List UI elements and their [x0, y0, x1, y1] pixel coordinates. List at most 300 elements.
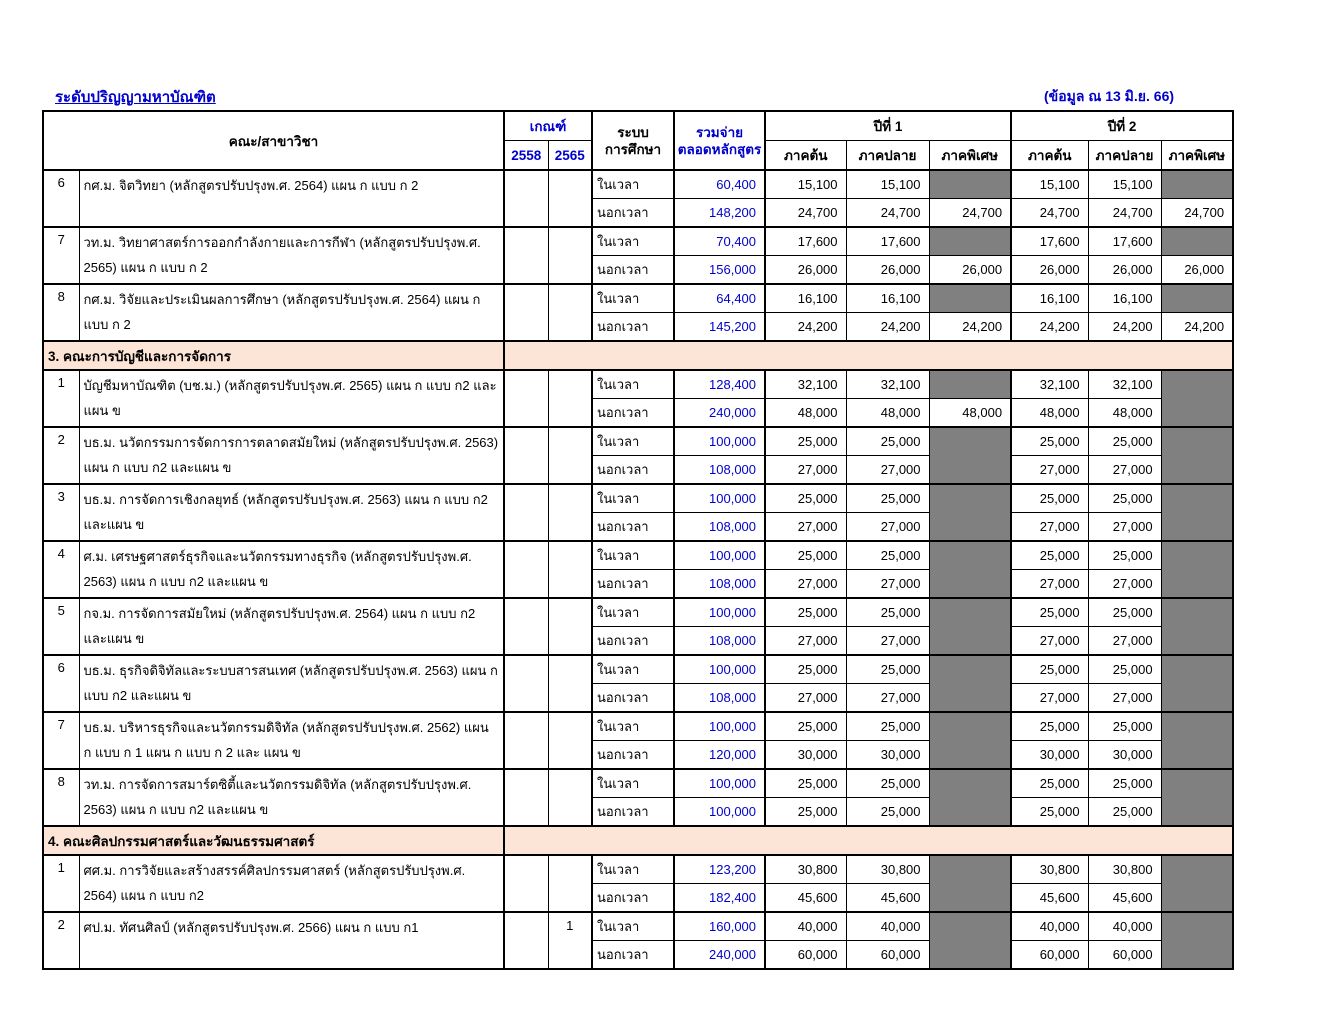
total-cost-cell: 108,000 [674, 627, 765, 656]
term-value-cell: 25,000 [1088, 484, 1161, 513]
header-criteria: เกณฑ์ [504, 111, 592, 141]
term-empty-cell [1161, 370, 1233, 399]
term-empty-cell [1161, 627, 1233, 656]
term-value-cell: 48,000 [1088, 399, 1161, 428]
term-value-cell: 48,000 [929, 399, 1011, 428]
total-cost-cell: 100,000 [674, 769, 765, 798]
total-cost-cell: 148,200 [674, 199, 765, 228]
term-value-cell: 25,000 [765, 769, 846, 798]
term-value-cell: 27,000 [1011, 513, 1088, 542]
program-name: กศ.ม. วิจัยและประเมินผลการศึกษา (หลักสูตรปรับปรุงพ.ศ. 2564) แผน ก แบบ ก 2 [79, 284, 504, 341]
total-cost-cell: 100,000 [674, 598, 765, 627]
header-y2-term2: ภาคปลาย [1088, 141, 1161, 171]
row-number: 4 [43, 541, 79, 598]
term-value-cell: 15,100 [765, 170, 846, 199]
program-name: ศศ.ม. การวิจัยและสร้างสรรค์ศิลปกรรมศาสตร์ (หลักสูตรปรับปรุงพ.ศ. 2564) แผน ก แบบ ก2 [79, 855, 504, 912]
row-number: 6 [43, 170, 79, 227]
page-title: ระดับปริญญามหาบัณฑิต [55, 89, 216, 106]
section-band-filler [504, 341, 1233, 370]
term-empty-cell [929, 598, 1011, 627]
term-value-cell: 25,000 [1088, 769, 1161, 798]
term-value-cell: 27,000 [765, 684, 846, 713]
total-cost-cell: 160,000 [674, 912, 765, 941]
term-empty-cell [929, 541, 1011, 570]
criteria-2558-cell [504, 712, 548, 769]
total-cost-cell: 100,000 [674, 484, 765, 513]
term-value-cell: 40,000 [1088, 912, 1161, 941]
term-value-cell: 24,700 [846, 199, 929, 228]
header-study-system [592, 111, 674, 170]
term-empty-cell [1161, 227, 1233, 256]
term-empty-cell [929, 513, 1011, 542]
program-name: ศป.ม. ทัศนศิลป์ (หลักสูตรปรับปรุงพ.ศ. 2566) แผน ก แบบ ก1 [79, 912, 504, 969]
term-value-cell: 25,000 [1088, 655, 1161, 684]
term-value-cell: 24,700 [929, 199, 1011, 228]
header-y2-special: ภาคพิเศษ [1161, 141, 1233, 171]
program-subrow [43, 227, 1233, 256]
criteria-2565-cell [548, 484, 592, 541]
term-value-cell: 25,000 [846, 598, 929, 627]
term-empty-cell [929, 655, 1011, 684]
term-value-cell: 60,000 [846, 941, 929, 970]
header-program-col: คณะ/สาขาวิชา [43, 111, 504, 170]
term-empty-cell [929, 798, 1011, 827]
header-criteria-2565: 2565 [548, 141, 592, 171]
program-name: กจ.ม. การจัดการสมัยใหม่ (หลักสูตรปรับปรุงพ.ศ. 2564) แผน ก แบบ ก2 และแผน ข [79, 598, 504, 655]
term-value-cell: 25,000 [846, 655, 929, 684]
term-value-cell: 26,000 [765, 256, 846, 285]
criteria-2565-cell: 1 [548, 912, 592, 969]
criteria-2565-cell [548, 598, 592, 655]
term-empty-cell [929, 370, 1011, 399]
term-value-cell: 27,000 [1088, 456, 1161, 485]
term-empty-cell [929, 769, 1011, 798]
total-cost-cell: 100,000 [674, 541, 765, 570]
term-value-cell: 27,000 [1088, 513, 1161, 542]
term-value-cell: 25,000 [1088, 598, 1161, 627]
term-value-cell: 25,000 [765, 655, 846, 684]
term-value-cell: 45,600 [846, 884, 929, 913]
term-empty-cell [1161, 541, 1233, 570]
term-empty-cell [929, 427, 1011, 456]
term-empty-cell [1161, 570, 1233, 599]
header-year-1: ปีที่ 1 [765, 111, 1011, 141]
term-value-cell: 25,000 [765, 712, 846, 741]
criteria-2565-cell [548, 769, 592, 826]
term-empty-cell [1161, 912, 1233, 941]
system-cell: นอกเวลา [592, 256, 674, 285]
system-cell: นอกเวลา [592, 399, 674, 428]
total-cost-cell: 123,200 [674, 855, 765, 884]
system-cell: ในเวลา [592, 712, 674, 741]
program-subrow [43, 712, 1233, 741]
system-cell: ในเวลา [592, 855, 674, 884]
term-value-cell: 48,000 [1011, 399, 1088, 428]
row-number: 1 [43, 855, 79, 912]
term-value-cell: 32,100 [1088, 370, 1161, 399]
term-value-cell: 16,100 [846, 284, 929, 313]
term-value-cell: 16,100 [1088, 284, 1161, 313]
system-cell: ในเวลา [592, 655, 674, 684]
term-value-cell: 25,000 [846, 541, 929, 570]
system-cell: ในเวลา [592, 541, 674, 570]
term-value-cell: 25,000 [765, 598, 846, 627]
total-cost-cell: 70,400 [674, 227, 765, 256]
system-cell: นอกเวลา [592, 313, 674, 342]
system-cell: ในเวลา [592, 227, 674, 256]
term-value-cell: 60,000 [1088, 941, 1161, 970]
total-cost-cell: 145,200 [674, 313, 765, 342]
criteria-2558-cell [504, 855, 548, 912]
term-empty-cell [1161, 741, 1233, 770]
data-as-of-note: (ข้อมูล ณ 13 มิ.ย. 66) [1044, 88, 1175, 104]
total-cost-cell: 108,000 [674, 456, 765, 485]
program-subrow [43, 855, 1233, 884]
term-empty-cell [929, 484, 1011, 513]
term-empty-cell [1161, 884, 1233, 913]
total-cost-cell: 182,400 [674, 884, 765, 913]
term-empty-cell [1161, 769, 1233, 798]
term-value-cell: 24,200 [846, 313, 929, 342]
term-value-cell: 30,800 [846, 855, 929, 884]
criteria-2558-cell [504, 227, 548, 284]
system-cell: ในเวลา [592, 427, 674, 456]
header-y2-term1: ภาคต้น [1011, 141, 1088, 171]
total-cost-cell: 108,000 [674, 570, 765, 599]
term-value-cell: 15,100 [1011, 170, 1088, 199]
term-value-cell: 60,000 [765, 941, 846, 970]
term-value-cell: 27,000 [846, 456, 929, 485]
criteria-2565-cell [548, 427, 592, 484]
system-cell: ในเวลา [592, 484, 674, 513]
fee-table-body [43, 170, 1233, 969]
term-value-cell: 17,600 [1088, 227, 1161, 256]
term-empty-cell [1161, 284, 1233, 313]
term-value-cell: 27,000 [1011, 456, 1088, 485]
header-y1-special: ภาคพิเศษ [929, 141, 1011, 171]
term-value-cell: 25,000 [1011, 769, 1088, 798]
term-value-cell: 25,000 [765, 427, 846, 456]
term-value-cell: 25,000 [1011, 541, 1088, 570]
term-value-cell: 27,000 [846, 570, 929, 599]
criteria-2565-cell [548, 370, 592, 427]
criteria-2558-cell [504, 484, 548, 541]
term-value-cell: 25,000 [846, 798, 929, 827]
criteria-2565-cell [548, 855, 592, 912]
term-value-cell: 45,600 [1011, 884, 1088, 913]
term-value-cell: 30,000 [1011, 741, 1088, 770]
term-value-cell: 27,000 [765, 456, 846, 485]
program-subrow [43, 769, 1233, 798]
term-value-cell: 24,700 [1088, 199, 1161, 228]
header-total-cost [674, 111, 765, 170]
criteria-2558-cell [504, 541, 548, 598]
term-empty-cell [1161, 427, 1233, 456]
criteria-2565-cell [548, 712, 592, 769]
row-number: 3 [43, 484, 79, 541]
criteria-2565-cell [548, 655, 592, 712]
row-number: 1 [43, 370, 79, 427]
row-number: 8 [43, 284, 79, 341]
system-cell: นอกเวลา [592, 884, 674, 913]
term-empty-cell [929, 741, 1011, 770]
term-empty-cell [1161, 456, 1233, 485]
program-subrow [43, 370, 1233, 399]
system-cell: ในเวลา [592, 598, 674, 627]
program-name: บัญชีมหาบัณฑิต (บช.ม.) (หลักสูตรปรับปรุงพ.ศ. 2565) แผน ก แบบ ก2 และแผน ข [79, 370, 504, 427]
term-value-cell: 30,800 [1088, 855, 1161, 884]
term-value-cell: 25,000 [1088, 541, 1161, 570]
program-name: วท.ม. การจัดการสมาร์ตซิตี้และนวัตกรรมดิจิทัล (หลักสูตรปรับปรุงพ.ศ. 2563) แผน ก แบบ ก2 และแผน ข [79, 769, 504, 826]
row-number: 8 [43, 769, 79, 826]
term-value-cell: 24,700 [765, 199, 846, 228]
term-value-cell: 32,100 [1011, 370, 1088, 399]
program-subrow [43, 541, 1233, 570]
term-value-cell: 30,000 [846, 741, 929, 770]
system-cell: นอกเวลา [592, 456, 674, 485]
term-value-cell: 30,000 [1088, 741, 1161, 770]
term-value-cell: 24,200 [1161, 313, 1233, 342]
header-study-system-line1: ระบบ [617, 124, 649, 140]
total-cost-cell: 108,000 [674, 684, 765, 713]
term-value-cell: 27,000 [1011, 627, 1088, 656]
term-empty-cell [929, 227, 1011, 256]
system-cell: นอกเวลา [592, 627, 674, 656]
term-value-cell: 16,100 [1011, 284, 1088, 313]
term-value-cell: 15,100 [1088, 170, 1161, 199]
system-cell: นอกเวลา [592, 941, 674, 970]
system-cell: นอกเวลา [592, 199, 674, 228]
system-cell: นอกเวลา [592, 798, 674, 827]
criteria-2558-cell [504, 655, 548, 712]
criteria-2565-cell [548, 541, 592, 598]
term-empty-cell [1161, 484, 1233, 513]
total-cost-cell: 156,000 [674, 256, 765, 285]
term-value-cell: 27,000 [765, 627, 846, 656]
fee-table-header [43, 111, 1233, 170]
term-value-cell: 24,200 [765, 313, 846, 342]
term-empty-cell [929, 941, 1011, 970]
term-empty-cell [929, 712, 1011, 741]
term-value-cell: 17,600 [846, 227, 929, 256]
row-number: 2 [43, 912, 79, 969]
term-value-cell: 27,000 [765, 570, 846, 599]
total-cost-cell: 240,000 [674, 941, 765, 970]
term-empty-cell [1161, 941, 1233, 970]
program-subrow [43, 170, 1233, 199]
term-value-cell: 26,000 [1161, 256, 1233, 285]
header-year-2: ปีที่ 2 [1011, 111, 1233, 141]
total-cost-cell: 100,000 [674, 798, 765, 827]
term-value-cell: 17,600 [1011, 227, 1088, 256]
system-cell: นอกเวลา [592, 513, 674, 542]
term-empty-cell [1161, 170, 1233, 199]
program-subrow [43, 427, 1233, 456]
section-band-row [43, 341, 1233, 370]
section-band-label: 4. คณะศิลปกรรมศาสตร์และวัฒนธรรมศาสตร์ [43, 826, 504, 855]
term-value-cell: 45,600 [1088, 884, 1161, 913]
term-value-cell: 26,000 [846, 256, 929, 285]
term-value-cell: 27,000 [1088, 627, 1161, 656]
term-empty-cell [929, 855, 1011, 884]
system-cell: นอกเวลา [592, 741, 674, 770]
criteria-2558-cell [504, 427, 548, 484]
row-number: 7 [43, 227, 79, 284]
term-value-cell: 24,700 [1161, 199, 1233, 228]
term-value-cell: 27,000 [1011, 570, 1088, 599]
criteria-2558-cell [504, 370, 548, 427]
total-cost-cell: 240,000 [674, 399, 765, 428]
program-name: ศ.ม. เศรษฐศาสตร์ธุรกิจและนวัตกรรมทางธุรกิจ (หลักสูตรปรับปรุงพ.ศ. 2563) แผน ก แบบ ก2 และแผน ข [79, 541, 504, 598]
total-cost-cell: 128,400 [674, 370, 765, 399]
criteria-2565-cell [548, 227, 592, 284]
total-cost-cell: 100,000 [674, 427, 765, 456]
term-value-cell: 24,700 [1011, 199, 1088, 228]
term-empty-cell [929, 884, 1011, 913]
term-value-cell: 40,000 [1011, 912, 1088, 941]
term-empty-cell [1161, 655, 1233, 684]
header-total-line1: รวมจ่าย [695, 124, 744, 140]
section-band-label: 3. คณะการบัญชีและการจัดการ [43, 341, 504, 370]
header-y1-term1: ภาคต้น [765, 141, 846, 171]
term-empty-cell [1161, 684, 1233, 713]
term-value-cell: 40,000 [846, 912, 929, 941]
section-band-row [43, 826, 1233, 855]
term-value-cell: 17,600 [765, 227, 846, 256]
header-criteria-2558: 2558 [504, 141, 548, 171]
term-empty-cell [929, 284, 1011, 313]
program-subrow [43, 284, 1233, 313]
total-cost-cell: 100,000 [674, 655, 765, 684]
term-value-cell: 25,000 [1011, 798, 1088, 827]
term-value-cell: 48,000 [846, 399, 929, 428]
system-cell: ในเวลา [592, 170, 674, 199]
header-study-system-line2: การศึกษา [604, 141, 662, 157]
program-name: บธ.ม. บริหารธุรกิจและนวัตกรรมดิจิทัล (หลักสูตรปรับปรุงพ.ศ. 2562) แผน ก แบบ ก 1 แผน ก แบบ ก 2 และ แผน ข [79, 712, 504, 769]
criteria-2565-cell [548, 284, 592, 341]
total-cost-cell: 120,000 [674, 741, 765, 770]
criteria-2558-cell [504, 170, 548, 227]
term-value-cell: 25,000 [1011, 484, 1088, 513]
system-cell: ในเวลา [592, 912, 674, 941]
term-value-cell: 15,100 [846, 170, 929, 199]
term-value-cell: 27,000 [846, 684, 929, 713]
row-number: 2 [43, 427, 79, 484]
system-cell: นอกเวลา [592, 570, 674, 599]
term-value-cell: 32,100 [846, 370, 929, 399]
term-value-cell: 25,000 [765, 484, 846, 513]
term-value-cell: 25,000 [846, 769, 929, 798]
term-value-cell: 48,000 [765, 399, 846, 428]
term-empty-cell [1161, 513, 1233, 542]
program-subrow [43, 912, 1233, 941]
total-cost-cell: 64,400 [674, 284, 765, 313]
term-value-cell: 27,000 [1088, 570, 1161, 599]
term-value-cell: 26,000 [929, 256, 1011, 285]
row-number: 6 [43, 655, 79, 712]
term-value-cell: 30,000 [765, 741, 846, 770]
term-value-cell: 30,800 [765, 855, 846, 884]
term-empty-cell [929, 170, 1011, 199]
section-band-filler [504, 826, 1233, 855]
term-value-cell: 16,100 [765, 284, 846, 313]
term-value-cell: 26,000 [1088, 256, 1161, 285]
term-empty-cell [1161, 798, 1233, 827]
term-empty-cell [1161, 399, 1233, 428]
total-cost-cell: 60,400 [674, 170, 765, 199]
term-value-cell: 25,000 [765, 541, 846, 570]
term-value-cell: 32,100 [765, 370, 846, 399]
term-value-cell: 25,000 [846, 427, 929, 456]
header-total-line2: ตลอดหลักสูตร [677, 141, 762, 157]
term-value-cell: 24,200 [1011, 313, 1088, 342]
row-number: 7 [43, 712, 79, 769]
term-value-cell: 45,600 [765, 884, 846, 913]
term-value-cell: 25,000 [1088, 427, 1161, 456]
program-name: บธ.ม. ธุรกิจดิจิทัลและระบบสารสนเทศ (หลักสูตรปรับปรุงพ.ศ. 2563) แผน ก แบบ ก2 และแผน ข [79, 655, 504, 712]
program-subrow [43, 598, 1233, 627]
criteria-2558-cell [504, 598, 548, 655]
term-value-cell: 25,000 [1011, 712, 1088, 741]
program-name: กศ.ม. จิตวิทยา (หลักสูตรปรับปรุงพ.ศ. 2564) แผน ก แบบ ก 2 [79, 170, 504, 227]
criteria-2558-cell [504, 284, 548, 341]
term-value-cell: 25,000 [1011, 655, 1088, 684]
term-value-cell: 25,000 [1088, 712, 1161, 741]
term-value-cell: 25,000 [1011, 598, 1088, 627]
term-value-cell: 25,000 [765, 798, 846, 827]
criteria-2558-cell [504, 769, 548, 826]
row-number: 5 [43, 598, 79, 655]
term-value-cell: 24,200 [929, 313, 1011, 342]
term-value-cell: 60,000 [1011, 941, 1088, 970]
program-subrow [43, 655, 1233, 684]
system-cell: ในเวลา [592, 284, 674, 313]
term-value-cell: 27,000 [846, 513, 929, 542]
system-cell: ในเวลา [592, 370, 674, 399]
program-name: วท.ม. วิทยาศาสตร์การออกกำลังกายและการกีฬา (หลักสูตรปรับปรุงพ.ศ. 2565) แผน ก แบบ ก 2 [79, 227, 504, 284]
program-subrow [43, 484, 1233, 513]
term-value-cell: 25,000 [846, 712, 929, 741]
term-empty-cell [1161, 855, 1233, 884]
term-empty-cell [929, 684, 1011, 713]
term-value-cell: 25,000 [1088, 798, 1161, 827]
term-empty-cell [1161, 712, 1233, 741]
program-name: บธ.ม. นวัตกรรมการจัดการการตลาดสมัยใหม่ (หลักสูตรปรับปรุงพ.ศ. 2563) แผน ก แบบ ก2 และแผน ข [79, 427, 504, 484]
term-value-cell: 27,000 [1088, 684, 1161, 713]
total-cost-cell: 100,000 [674, 712, 765, 741]
term-value-cell: 27,000 [846, 627, 929, 656]
term-value-cell: 26,000 [1011, 256, 1088, 285]
term-value-cell: 25,000 [846, 484, 929, 513]
criteria-2558-cell [504, 912, 548, 969]
term-value-cell: 27,000 [1011, 684, 1088, 713]
fee-table [42, 110, 1234, 970]
term-empty-cell [929, 627, 1011, 656]
term-empty-cell [929, 912, 1011, 941]
total-cost-cell: 108,000 [674, 513, 765, 542]
term-empty-cell [929, 570, 1011, 599]
term-empty-cell [929, 456, 1011, 485]
system-cell: นอกเวลา [592, 684, 674, 713]
term-value-cell: 25,000 [1011, 427, 1088, 456]
term-value-cell: 27,000 [765, 513, 846, 542]
criteria-2565-cell [548, 170, 592, 227]
system-cell: ในเวลา [592, 769, 674, 798]
term-value-cell: 24,200 [1088, 313, 1161, 342]
term-value-cell: 40,000 [765, 912, 846, 941]
header-y1-term2: ภาคปลาย [846, 141, 929, 171]
program-name: บธ.ม. การจัดการเชิงกลยุทธ์ (หลักสูตรปรับปรุงพ.ศ. 2563) แผน ก แบบ ก2 และแผน ข [79, 484, 504, 541]
